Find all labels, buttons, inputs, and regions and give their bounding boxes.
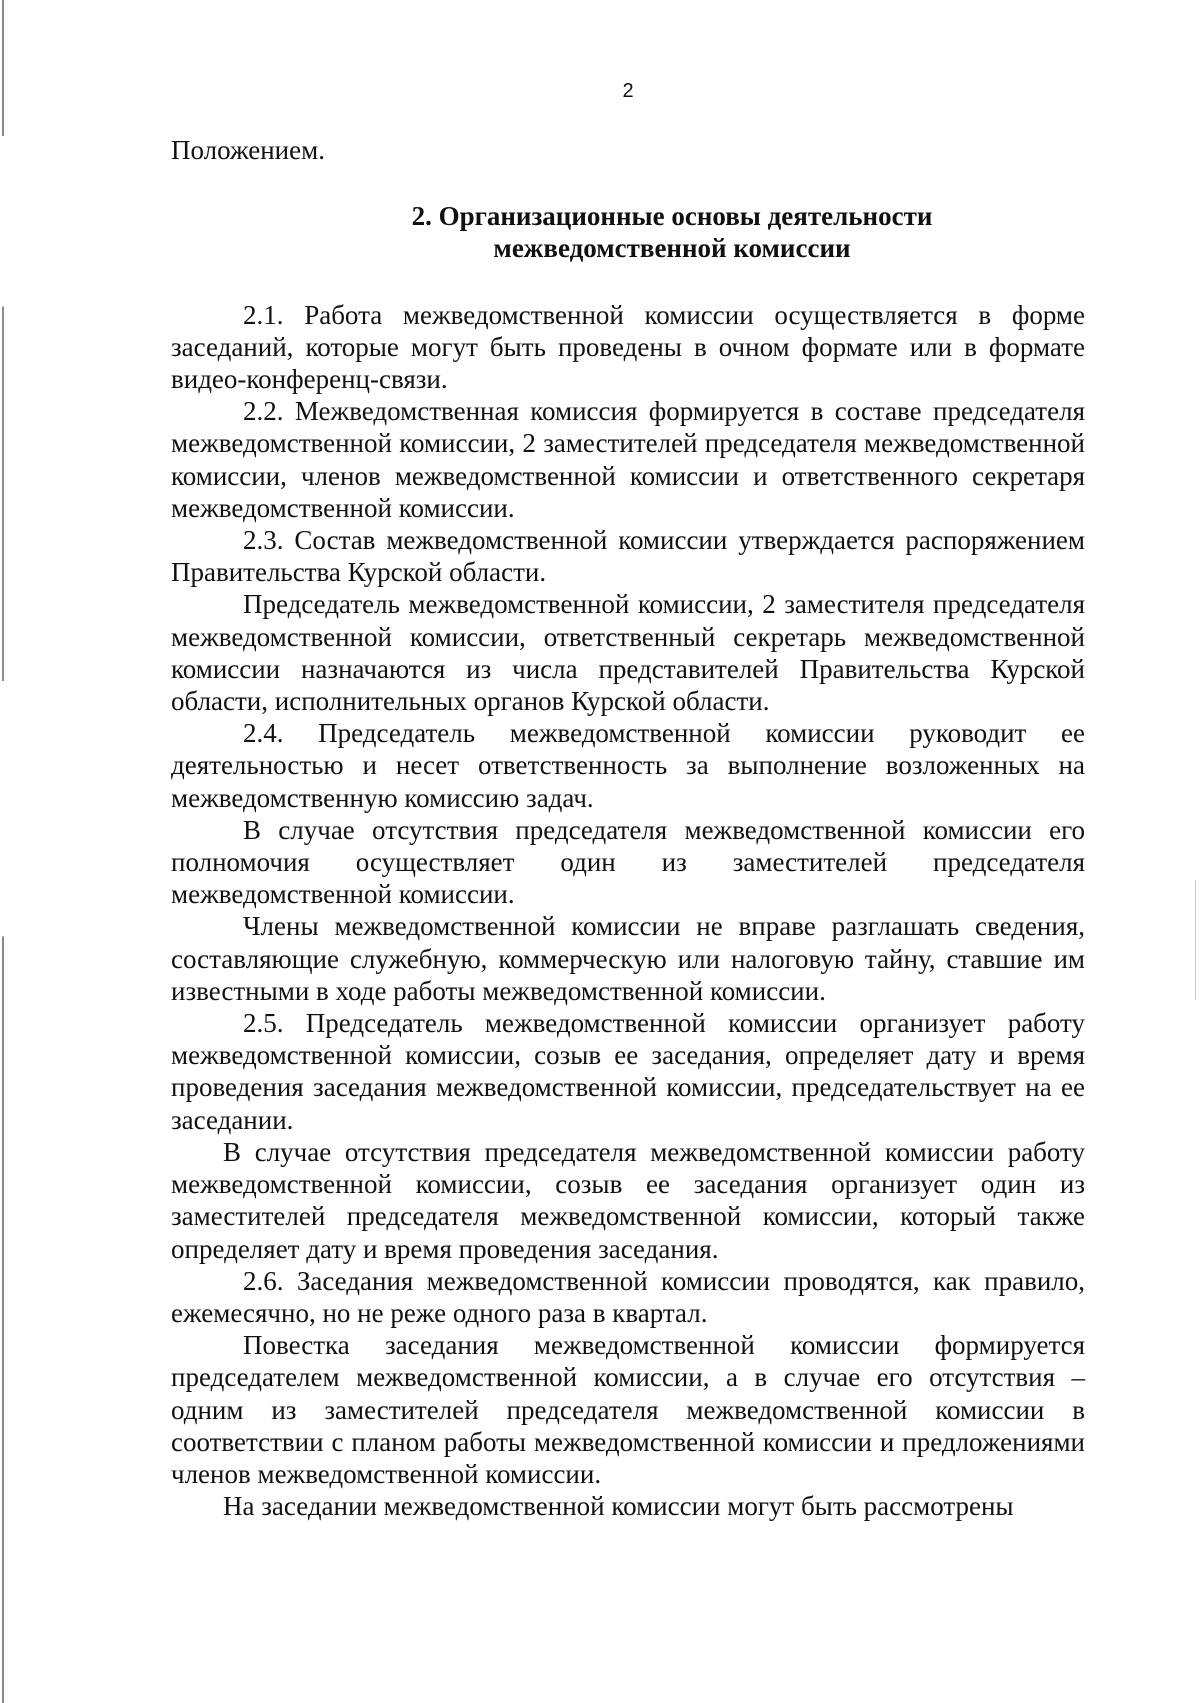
document-body — [171, 134, 1085, 1522]
page-number: 2 — [622, 80, 634, 102]
paragraph-chair-absence: В случае отсутствия председателя межведомственной комиссии его полномочия осуществляет один из заместителей председателя межведомственной комиссии. — [171, 814, 1085, 910]
paragraph-2-3: 2.3. Состав межведомственной комиссии утверждается распоряжением Правительства Курской области. — [171, 525, 1085, 588]
section-title-line-1: 2. Организационные основы деятельности — [411, 201, 933, 232]
paragraph-2-4: 2.4. Председатель межведомственной комиссии руководит ее деятельностью и несет ответственность за выполнение возложенных на межведомственную комиссию задач. — [171, 718, 1085, 813]
paragraph-agenda: Повестка заседания межведомственной комиссии формируется председателем межведомственной комиссии, а в случае его отсутствия – одним из заместителей председателя межведомственной комиссии в соответствии с планом работы межведомственной комиссии и предложениями членов межведомственной комиссии. — [171, 1330, 1085, 1489]
paragraph-2-1: 2.1. Работа межведомственной комиссии осуществляется в форме заседаний, которые могут быть проведены в очном формате или в формате видео-конференц-связи. — [171, 299, 1085, 395]
paragraph-chair-appointment: Председатель межведомственной комиссии, 2 заместителя председателя межведомственной комиссии, ответственный секретарь межведомственной комиссии назначаются из числа представителей Правительства Курской области, исполнительных органов Курской области. — [171, 589, 1085, 717]
paragraph-2-6: 2.6. Заседания межведомственной комиссии проводятся, как правило, ежемесячно, но не реже одного раза в квартал. — [171, 1265, 1085, 1328]
scan-edge-right — [1195, 880, 1196, 1000]
paragraph-2-2: 2.2. Межведомственная комиссия формируется в составе председателя межведомственной комиссии, 2 заместителей председателя межведомственной комиссии, членов межведомственной комиссии и ответственного секретаря межведомственной комиссии. — [171, 396, 1085, 523]
section-title — [171, 200, 1085, 264]
paragraph-meeting-organization: В случае отсутствия председателя межведомственной комиссии работу межведомственной комиссии, созыв ее заседания организует один из заместителей председателя межведомственной комиссии, который также определяет дату и время проведения заседания. — [171, 1136, 1085, 1264]
paragraph-confidentiality: Члены межведомственной комиссии не вправе разглашать сведения, составляющие служебную, коммерческую или налоговую тайну, ставшие им известными в ходе работы межведомственной комиссии. — [171, 911, 1085, 1006]
section-title-line-2: межведомственной комиссии — [493, 233, 851, 264]
paragraph-2-5: 2.5. Председатель межведомственной комиссии организует работу межведомственной комиссии, созыв ее заседания, определяет дату и время проведения заседания межведомственной комиссии, председательствует на ее заседании. — [171, 1008, 1085, 1135]
paragraph-meeting-topics: На заседании межведомственной комиссии могут быть рассмотрены — [223, 1491, 1014, 1522]
scan-edge-left — [2, 0, 4, 1703]
continuation-text: Положением. — [171, 135, 325, 165]
